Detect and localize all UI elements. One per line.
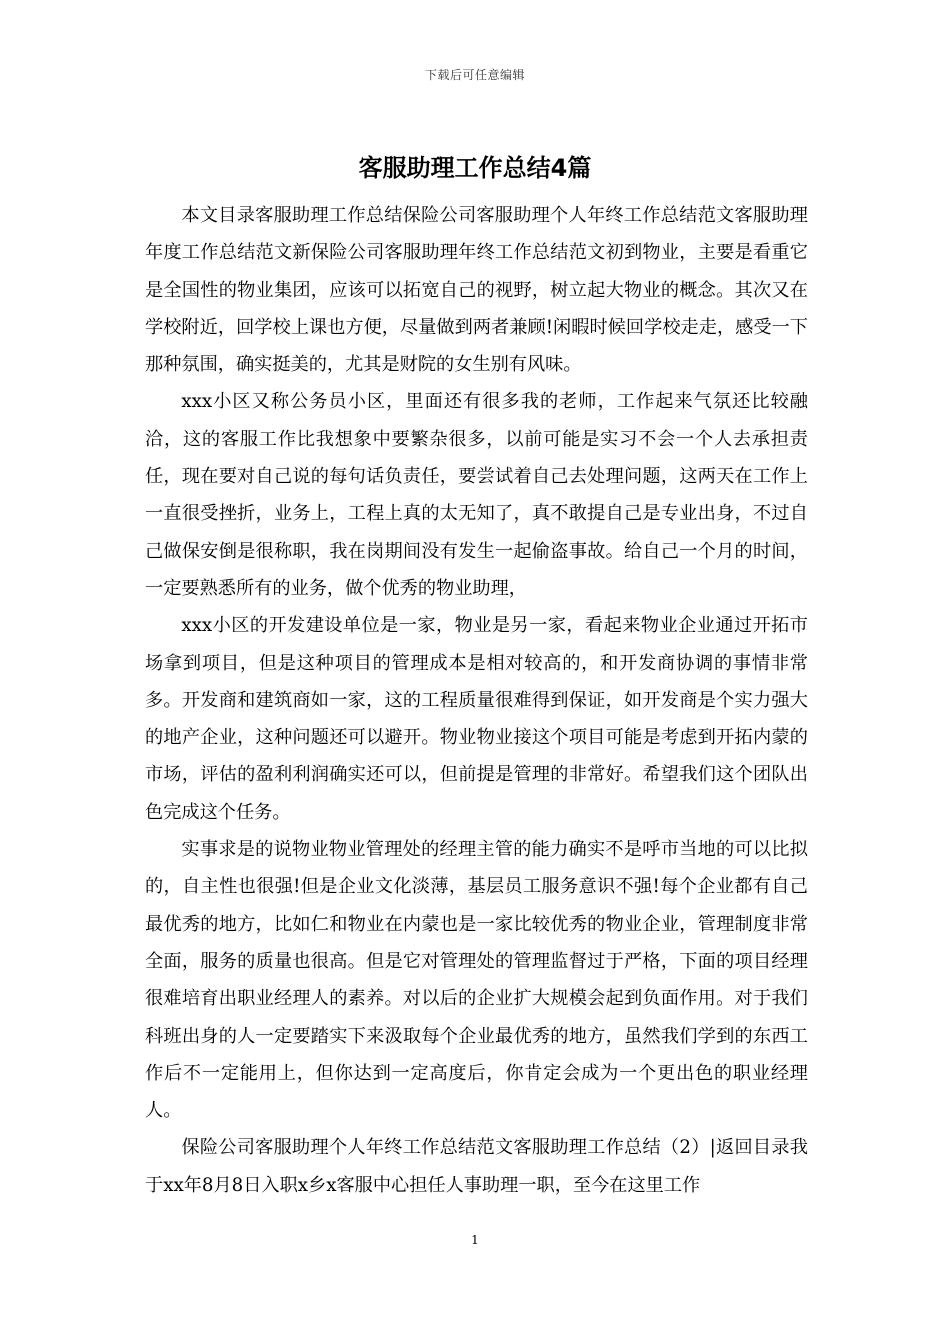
paragraph-4: 实事求是的说物业物业管理处的经理主管的能力确实不是呼市当地的可以比拟的，自主性也很强!但是企业文化淡薄，基层员工服务意识不强!每个企业都有自己最优秀的地方，比如仁和物业在内蒙也是一家比较优秀的物业企业，管理制度非常全面，服务的质量也很高。但是它对管理处的管理监督过于严格，下面的项目经理很难培育出职业经理人的素养。对以后的企业扩大规模会起到负面作用。对于我们科班出身的人一定要踏实下来汲取每个企业最优秀的地方，虽然我们学到的东西工作后不一定能用上，但你达到一定高度后，你肯定会成为一个更出色的职业经理人。 [145,839,808,1122]
document-body [145,197,808,1204]
document-title: 客服助理工作总结4篇 [358,154,592,182]
paragraph-5: 保险公司客服助理个人年终工作总结范文客服助理工作总结（2）|返回目录我于xx年8月8日入职x乡x客服中心担任人事助理一职，至今在这里工作 [145,1137,808,1196]
paragraph-1: 本文目录客服助理工作总结保险公司客服助理个人年终工作总结范文客服助理年度工作总结范文新保险公司客服助理年终工作总结范文初到物业，主要是看重它是全国性的物业集团，应该可以拓宽自己的视野，树立起大物业的概念。其次又在学校附近，回学校上课也方便，尽量做到两者兼顾!闲暇时候回学校走走，感受一下那种氛围，确实挺美的，尤其是财院的女生别有风味。 [145,205,808,376]
page-number: 1 [471,1233,479,1247]
paragraph-3: xxx小区的开发建设单位是一家，物业是另一家，看起来物业企业通过开拓市场拿到项目，但是这种项目的管理成本是相对较高的，和开发商协调的事情非常多。开发商和建筑商如一家，这的工程质量很难得到保证，如开发商是个实力强大的地产企业，这种问题还可以避开。物业物业接这个项目可能是考虑到开拓内蒙的市场，评估的盈利利润确实还可以，但前提是管理的非常好。希望我们这个团队出色完成这个任务。 [145,615,808,823]
paragraph-2: xxx小区又称公务员小区，里面还有很多我的老师，工作起来气氛还比较融洽，这的客服工作比我想象中要繁杂很多，以前可能是实习不会一个人去承担责任，现在要对自己说的每句话负责任，要尝试着自己去处理问题，这两天在工作上一直很受挫折，业务上，工程上真的太无知了，真不敢提自己是专业出身，不过自己做保安倒是很称职，我在岗期间没有发生一起偷盗事故。给自己一个月的时间，一定要熟悉所有的业务，做个优秀的物业助理， [145,391,808,599]
page-header: 下载后可任意编辑 [424,68,525,82]
